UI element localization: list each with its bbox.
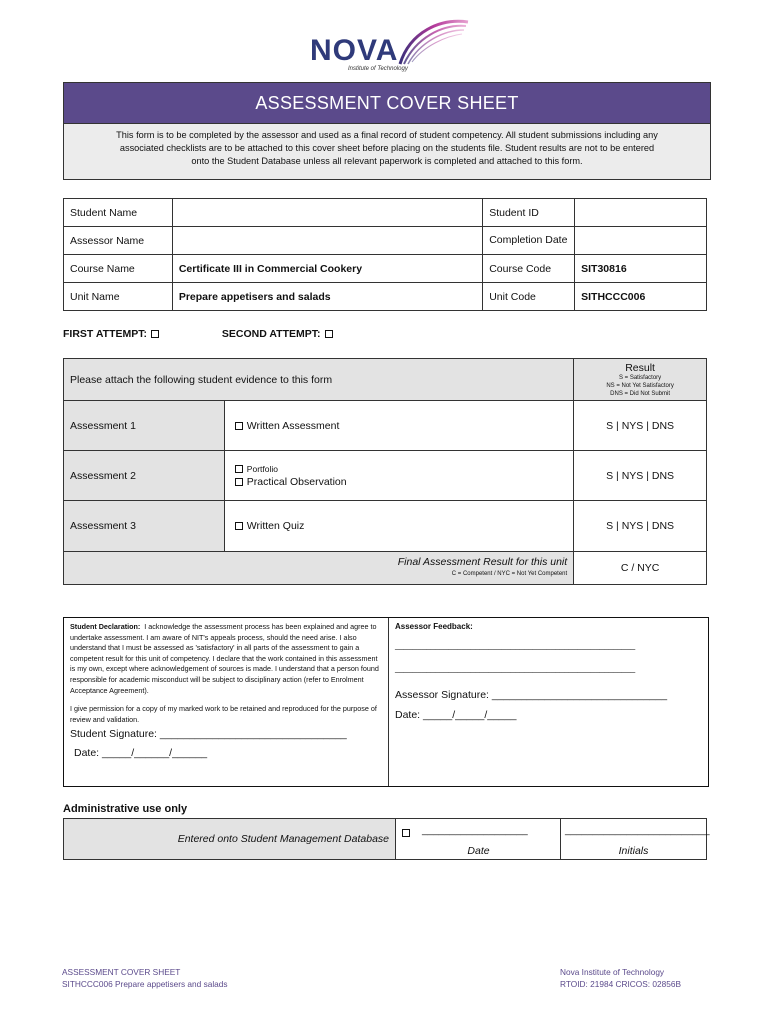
assessor-date-line[interactable]: Date: _____/_____/_____	[395, 709, 517, 721]
result-label: Result	[625, 361, 655, 374]
student-name-field[interactable]	[172, 199, 482, 227]
assessment-1-result[interactable]: S | NYS | DNS	[574, 401, 707, 451]
admin-initials-label: Initials	[618, 845, 649, 857]
student-id-field[interactable]	[575, 199, 707, 227]
logo-tagline: Institute of Technology	[348, 66, 408, 72]
evidence-item: Written Assessment	[246, 419, 340, 432]
declaration-box	[63, 617, 709, 787]
table-row	[64, 451, 707, 501]
admin-date-cell	[396, 819, 561, 859]
second-attempt-checkbox[interactable]	[325, 330, 333, 338]
nova-logo	[300, 12, 470, 74]
final-result-label-cell	[64, 552, 574, 585]
page-title: ASSESSMENT COVER SHEET	[64, 83, 710, 123]
feedback-line[interactable]: ______________________________________________________	[395, 664, 636, 673]
assessment-1-evidence	[224, 401, 573, 451]
student-id-label: Student ID	[483, 199, 575, 227]
written-assessment-checkbox[interactable]	[235, 422, 243, 430]
admin-date-label: Date	[467, 845, 490, 857]
admin-title: Administrative use only	[63, 803, 188, 815]
second-attempt-label: SECOND ATTEMPT:	[221, 328, 321, 340]
student-name-label: Student Name	[64, 199, 173, 227]
portfolio-checkbox[interactable]	[235, 465, 243, 473]
evidence-table	[63, 358, 707, 585]
logo-word: NOVA	[310, 34, 399, 67]
first-attempt-checkbox[interactable]	[151, 330, 159, 338]
intro-line: onto the Student Database unless all relevant paperwork is completed and attached to this form.	[191, 156, 583, 166]
unit-name-label: Unit Name	[64, 283, 173, 311]
admin-database-checkbox-wrap	[402, 827, 410, 839]
course-name-value: Certificate III in Commercial Cookery	[172, 255, 482, 283]
admin-date-line[interactable]: ___________________	[422, 825, 528, 836]
declaration-title: Student Declaration:	[70, 622, 141, 631]
student-info-table	[63, 198, 707, 311]
assessor-name-field[interactable]	[172, 227, 482, 255]
assessment-3-result[interactable]: S | NYS | DNS	[574, 501, 707, 552]
footer-doc-title: ASSESSMENT COVER SHEET	[62, 967, 181, 977]
assessor-feedback	[389, 618, 707, 786]
footer-rto: RTOID: 21984 CRICOS: 02856B	[560, 979, 681, 989]
result-key: DNS = Did Not Submit	[610, 390, 671, 397]
attempts-row	[63, 328, 393, 340]
declaration-text: I acknowledge the assessment process has been explained and agree to undertake assessment. I am aware of NIT's appeals process, should the need arise. I also understand that I must be assessed as 'satisfactory' in all parts of the assessment to gain a competent result for this unit of competency. I declare that the work contained in this assessment is my own, except where acknowledgement of sources is made. I understand that a person found responsible for academic misconduct will be subject to disciplinary action (refer to Enrolment Acceptance Agreement).	[70, 622, 379, 695]
header-intro	[64, 123, 710, 179]
footer-left	[62, 966, 228, 990]
evidence-item: Portfolio	[246, 463, 278, 474]
written-quiz-checkbox[interactable]	[235, 522, 243, 530]
completion-date-label: Completion Date	[483, 227, 575, 255]
student-signature-line[interactable]: Student Signature: ________________________________	[70, 728, 347, 741]
practical-observation-checkbox[interactable]	[235, 478, 243, 486]
student-declaration	[64, 618, 389, 786]
unit-code-value: SITHCCC006	[575, 283, 707, 311]
unit-name-value: Prepare appetisers and salads	[172, 283, 482, 311]
assessor-signature-line[interactable]: Assessor Signature: ______________________________	[395, 689, 668, 701]
table-row	[64, 401, 707, 451]
intro-line: This form is to be completed by the assessor and used as a final record of student competency. All student submissions including any	[116, 130, 658, 140]
result-key: S = Satisfactory	[619, 374, 662, 381]
assessment-2-evidence	[224, 451, 573, 501]
admin-database-checkbox[interactable]	[402, 829, 410, 837]
assessment-2-result[interactable]: S | NYS | DNS	[574, 451, 707, 501]
admin-box	[63, 818, 710, 860]
assessor-name-label: Assessor Name	[64, 227, 173, 255]
feedback-title: Assessor Feedback:	[395, 622, 473, 631]
assessment-1-label: Assessment 1	[64, 401, 225, 451]
student-date-line[interactable]: Date: _____/______/______	[74, 746, 208, 759]
course-code-value: SIT30816	[575, 255, 707, 283]
assessment-3-label: Assessment 3	[64, 501, 225, 552]
course-name-label: Course Name	[64, 255, 173, 283]
result-header	[574, 359, 707, 401]
completion-date-field[interactable]	[575, 227, 707, 255]
second-attempt	[222, 328, 363, 340]
table-row	[64, 501, 707, 552]
course-code-label: Course Code	[483, 255, 575, 283]
unit-code-label: Unit Code	[483, 283, 575, 311]
first-attempt-label: FIRST ATTEMPT:	[63, 328, 147, 340]
admin-entered-label: Entered onto Student Management Database	[64, 819, 396, 859]
admin-initials-cell	[561, 819, 710, 859]
table-row	[64, 552, 707, 585]
footer-right	[560, 966, 681, 990]
assessment-2-label: Assessment 2	[64, 451, 225, 501]
evidence-heading: Please attach the following student evidence to this form	[64, 359, 574, 401]
footer-institute: Nova Institute of Technology	[560, 967, 665, 977]
first-attempt	[63, 328, 189, 340]
admin-initials-line[interactable]: __________________________	[565, 825, 710, 836]
declaration-paragraph	[70, 622, 382, 696]
header-box	[63, 82, 711, 180]
final-result-label: Final Assessment Result for this unit	[397, 556, 568, 568]
intro-line: associated checklists are to be attached to this cover sheet before placing on the students file. Student results are not to be entered	[119, 143, 655, 153]
final-result-value[interactable]: C / NYC	[574, 552, 707, 585]
footer-unit: SITHCCC006 Prepare appetisers and salads	[62, 979, 228, 989]
feedback-line[interactable]: ______________________________________________________	[395, 641, 636, 650]
assessment-3-evidence	[224, 501, 573, 552]
result-key: NS = Not Yet Satisfactory	[606, 382, 674, 389]
permission-text: I give permission for a copy of my marked work to be retained and reproduced for the purpose of review and validation.	[70, 704, 377, 724]
evidence-item: Written Quiz	[246, 520, 305, 532]
final-result-key: C = Competent / NYC = Not Yet Competent	[451, 571, 568, 577]
evidence-item: Practical Observation	[246, 475, 347, 488]
